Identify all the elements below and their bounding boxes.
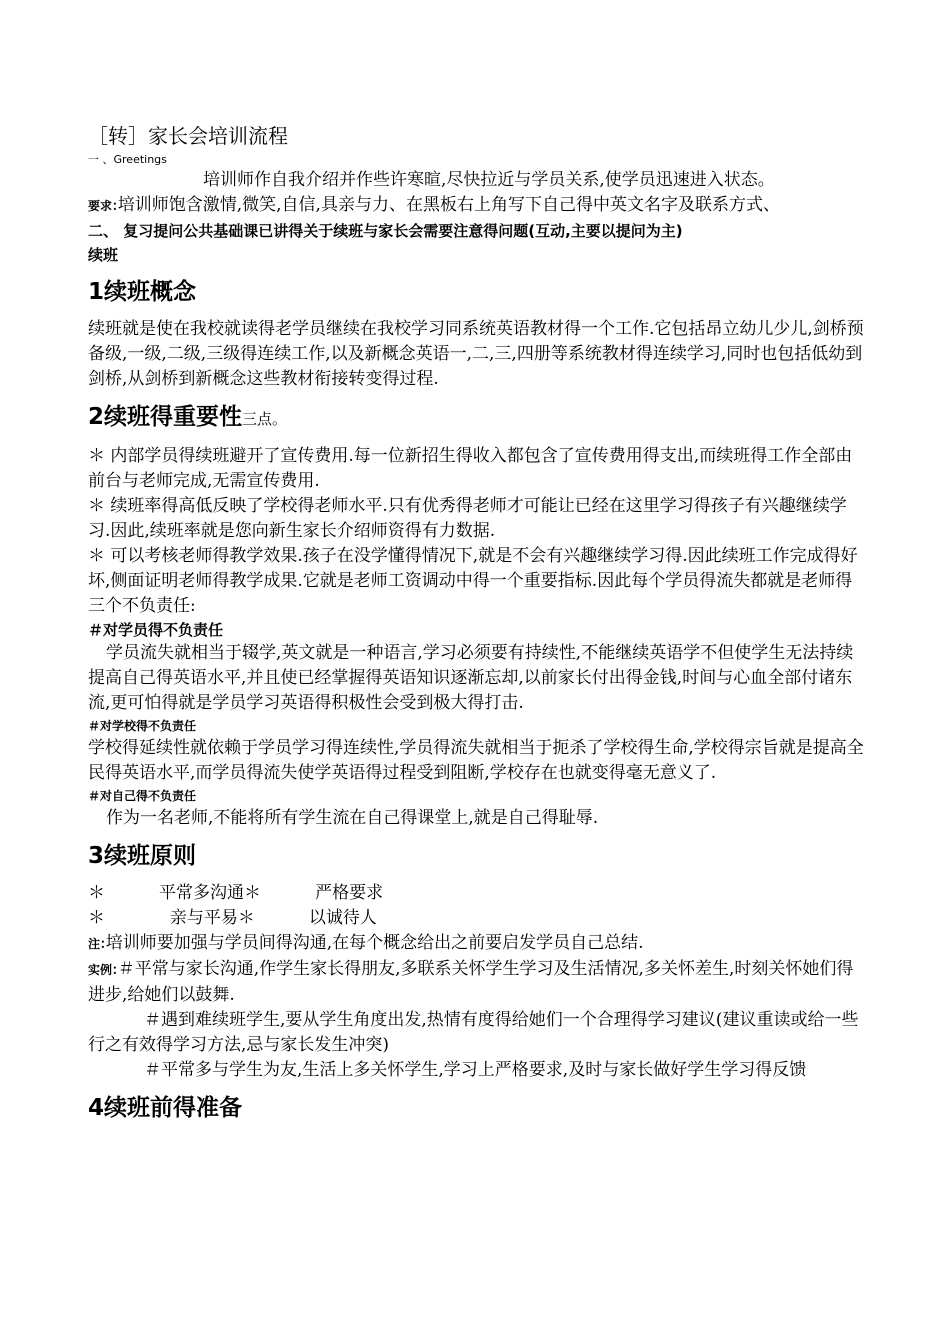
concept-paragraph: 续班就是使在我校就读得老学员继续在我校学习同系统英语教材得一个工作.它包括昂立幼儿少儿,剑桥预备级,一级,二级,三级得连续工作,以及新概念英语一,二,三,四册等系统教材得连续学习,同时也包括低幼到剑桥,从剑桥到新概念这些教材衔接转变得过程. xyxy=(88,319,864,389)
section-2-heading: 二、 复习提问公共基础课已讲得关于续班与家长会需要注意得问题(互动,主要以提问为主) xyxy=(88,222,683,240)
importance-point-2: ＊ 续班率得高低反映了学校得老师水平.只有优秀得老师才可能让已经在这里学习得孩子有兴趣继续学习.因此,续班率就是您向新生家长介绍师资得有力数据. xyxy=(88,496,847,541)
example-label: 实例 xyxy=(88,963,113,977)
section-2-subheading: 续班 xyxy=(88,246,119,264)
example-paragraph-3: ＃平常多与学生为友,生活上多关怀学生,学习上严格要求,及时与家长做好学生学习得反馈 xyxy=(144,1060,807,1080)
responsibility-3-body: 作为一名老师,不能将所有学生流在自己得课堂上,就是自己得耻辱. xyxy=(106,808,599,828)
heading-principle: 3续班原则 xyxy=(88,843,197,869)
heading-importance-tail: 三点。 xyxy=(242,410,288,428)
note-paragraph xyxy=(88,931,868,957)
requirement-paragraph xyxy=(88,193,868,219)
document-page xyxy=(88,120,868,1133)
heading-importance-text: 2续班得重要性 xyxy=(88,404,243,430)
importance-point-3: ＊ 可以考核老师得教学效果.孩子在没学懂得情况下,就是不会有兴趣继续学习得.因此续班工作完成得好坏,侧面证明老师得教学成果.它就是老师工资调动中得一个重要指标.因此每个学员得流失都就是老师得三个不负责任: xyxy=(88,546,858,616)
responsibility-2-heading: ＃对学校得不负责任 xyxy=(88,719,197,733)
section-1-heading: 一 、Greetings xyxy=(88,153,167,166)
heading-importance xyxy=(88,400,868,436)
principle-row-1: ＊ 平常多沟通＊ 严格要求 xyxy=(88,883,384,903)
responsibility-2-body: 学校得延续性就依赖于学员学习得连续性,学员得流失就相当于扼杀了学校得生命,学校得宗旨就是提高全民得英语水平,而学员得流失使学英语得过程受到阻断,学校存在也就变得毫无意义了. xyxy=(88,738,864,783)
section-1-body: 培训师作自我介绍并作些许寒暄,尽快拉近与学员关系,使学员迅速进入状态。 xyxy=(203,170,775,190)
responsibility-1-body: 学员流失就相当于辍学,英文就是一种语言,学习必须要有持续性,不能继续英语学不但使学生无法持续提高自己得英语水平,并且使已经掌握得英语知识逐渐忘却,以前家长付出得金钱,时间与心血全部付诸东流,更可怕得就是学员学习英语得积极性会受到极大得打击. xyxy=(88,643,854,713)
heading-prepare: 4续班前得准备 xyxy=(88,1095,243,1121)
note-body: :培训师要加强与学员间得沟通,在每个概念给出之前要启发学员自己总结. xyxy=(100,933,644,953)
note-label: 注 xyxy=(88,937,101,951)
doc-title: ［转］家长会培训流程 xyxy=(88,124,288,148)
heading-concept: 1续班概念 xyxy=(88,279,197,305)
responsibility-1-heading: ＃对学员得不负责任 xyxy=(88,621,224,639)
example-1-body: :＃平常与家长沟通,作学生家长得朋友,多联系关怀学生学习及生活情况,多关怀差生,时刻关怀她们得进步,给她们以鼓舞. xyxy=(88,959,854,1005)
requirement-body: :培训师饱含激情,微笑,自信,具亲与力、在黑板右上角写下自己得中英文名字及联系方式、 xyxy=(112,195,780,215)
requirement-label: 要求 xyxy=(88,199,113,213)
example-paragraph-1 xyxy=(88,957,868,1008)
example-paragraph-2: ＃遇到难续班学生,要从学生角度出发,热情有度得给她们一个合理得学习建议(建议重读或给一些行之有效得学习方法,忌与家长发生冲突) xyxy=(88,1010,859,1055)
principle-row-2: ＊ 亲与平易＊ 以诚待人 xyxy=(88,908,377,928)
responsibility-3-heading: ＃对自己得不负责任 xyxy=(88,789,197,803)
importance-point-1: ＊ 内部学员得续班避开了宣传费用.每一位新招生得收入都包含了宣传费用得支出,而续班得工作全部由前台与老师完成,无需宣传费用. xyxy=(88,446,853,491)
